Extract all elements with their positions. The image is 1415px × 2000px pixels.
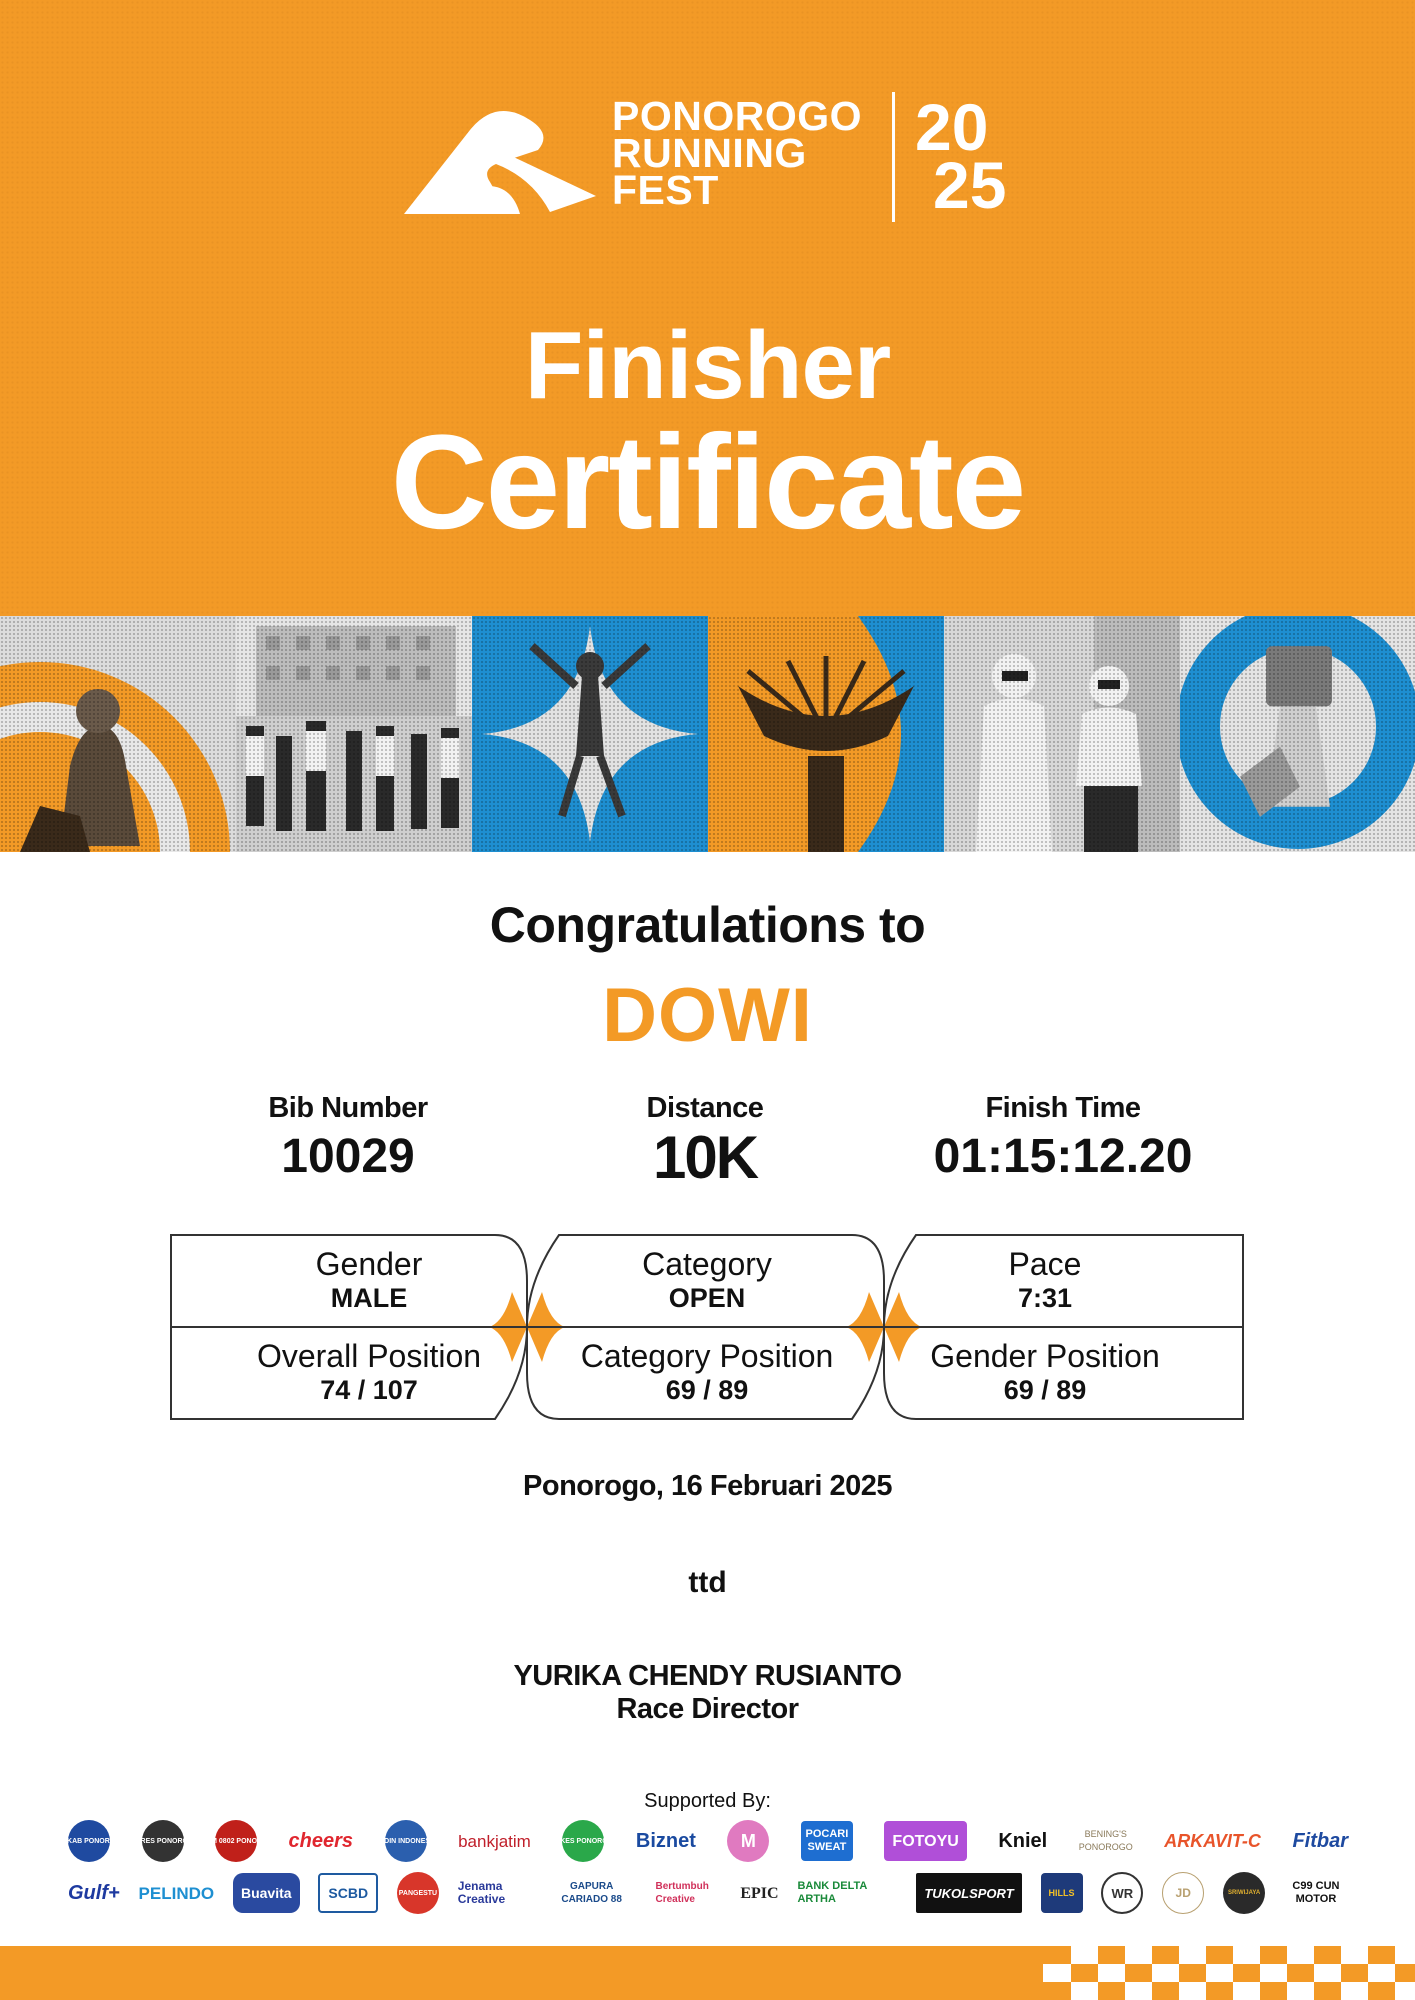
sponsor-logo: BANK DELTA ARTHA bbox=[797, 1880, 867, 1905]
gender-value: MALE bbox=[330, 1283, 408, 1313]
result-category-position bbox=[557, 1338, 857, 1406]
result-category bbox=[557, 1246, 857, 1314]
director-role: Race Director bbox=[616, 1693, 799, 1725]
sponsor-row-2 bbox=[68, 1870, 1348, 1916]
sponsor-logo: BENING'S PONOROGO bbox=[1078, 1829, 1133, 1852]
finish-time-value: 01:15:12.20 bbox=[933, 1130, 1193, 1183]
sponsor-logo: JD bbox=[1162, 1872, 1204, 1914]
sponsor-logo: Biznet bbox=[635, 1829, 696, 1852]
results-grid bbox=[170, 1234, 1244, 1420]
logo-wordmark bbox=[612, 93, 863, 213]
sponsor-logo: bankjatim bbox=[458, 1831, 531, 1851]
sponsor-logo: Fitbar bbox=[1292, 1829, 1348, 1852]
sponsor-logo: ARKAVIT-C bbox=[1164, 1830, 1261, 1851]
sponsor-logo: M bbox=[727, 1820, 769, 1862]
category-position-label: Category Position bbox=[580, 1338, 834, 1374]
category-position-value: 69 / 89 bbox=[665, 1375, 749, 1405]
sponsor-logo: SRIWIJAYA bbox=[1223, 1872, 1265, 1914]
category-value: OPEN bbox=[668, 1283, 746, 1313]
sponsor-logo: KODIM 0802 PONOROGO bbox=[215, 1820, 257, 1862]
ponorogo-logo-icon bbox=[400, 100, 600, 218]
sponsor-logo: FOTOYU bbox=[884, 1821, 966, 1861]
checker-pattern bbox=[1043, 1946, 1415, 2000]
logo-year-bottom: 25 bbox=[933, 148, 1007, 222]
sponsor-logo: C99 CUN MOTOR bbox=[1292, 1880, 1340, 1905]
stat-distance bbox=[515, 1092, 895, 1191]
photo-panel-statue bbox=[0, 616, 236, 852]
stat-finish-time bbox=[873, 1092, 1253, 1184]
result-gender-position bbox=[895, 1338, 1195, 1406]
photo-panel-hand bbox=[1180, 616, 1415, 852]
place-date: Ponorogo, 16 Februari 2025 bbox=[523, 1470, 892, 1502]
supported-by-heading: Supported By: bbox=[644, 1790, 771, 1812]
title-finisher: Finisher bbox=[524, 312, 891, 419]
sponsor-logo: EPIC bbox=[740, 1884, 779, 1902]
sponsor-logo: GAPURA CARIADO 88 bbox=[561, 1881, 622, 1905]
photo-panel-women bbox=[944, 616, 1180, 852]
sponsor-logo: Jenama Creative bbox=[457, 1879, 506, 1906]
logo-year bbox=[915, 90, 1025, 222]
photo-panel-dancer bbox=[472, 616, 708, 852]
sponsor-logo: PEMKAB PONOROGO bbox=[68, 1820, 110, 1862]
logo-line-2: RUNNING bbox=[612, 130, 807, 176]
logo-line-1: PONOROGO bbox=[612, 93, 863, 139]
title-certificate: Certificate bbox=[390, 408, 1025, 557]
sponsor-logo: POLRES PONOROGO bbox=[142, 1820, 184, 1862]
director-name: YURIKA CHENDY RUSIANTO bbox=[513, 1660, 902, 1692]
sponsor-logo: TUKOLSPORT bbox=[916, 1873, 1021, 1913]
category-label: Category bbox=[642, 1246, 772, 1282]
photo-panel-runners bbox=[236, 616, 472, 852]
distance-label: Distance bbox=[646, 1092, 764, 1124]
certificate-header bbox=[0, 0, 1415, 616]
distance-value: 10K bbox=[652, 1124, 758, 1191]
event-logo bbox=[0, 92, 1415, 232]
pace-value: 7:31 bbox=[1017, 1283, 1073, 1313]
signature-mark: ttd bbox=[688, 1566, 727, 1599]
gender-position-label: Gender Position bbox=[930, 1338, 1160, 1374]
photo-panel-monument bbox=[708, 616, 944, 852]
stat-bib-number bbox=[158, 1092, 538, 1184]
sponsor-logo: DINKES PONOROGO bbox=[562, 1820, 604, 1862]
result-pace bbox=[895, 1246, 1195, 1314]
recipient-name: DOWI bbox=[602, 973, 813, 1058]
result-gender bbox=[219, 1246, 519, 1314]
logo-line-3: FEST bbox=[612, 167, 719, 213]
sponsor-logo: WR bbox=[1101, 1872, 1143, 1914]
sponsor-logo: POCARI SWEAT bbox=[801, 1821, 853, 1861]
sponsor-logo: Kniel bbox=[998, 1829, 1048, 1852]
bib-number-value: 10029 bbox=[281, 1130, 415, 1183]
finish-time-label: Finish Time bbox=[985, 1092, 1141, 1124]
photo-strip bbox=[0, 616, 1415, 852]
gender-position-value: 69 / 89 bbox=[1003, 1375, 1087, 1405]
sponsor-logo: PANGESTU bbox=[397, 1872, 439, 1914]
sponsor-logo: Gulf+ bbox=[68, 1881, 120, 1904]
bib-number-label: Bib Number bbox=[268, 1092, 428, 1124]
congratulations-heading: Congratulations to bbox=[489, 897, 926, 953]
gender-label: Gender bbox=[315, 1246, 423, 1282]
result-overall-position bbox=[219, 1338, 519, 1406]
sponsor-row-1 bbox=[51, 1818, 1348, 1864]
sponsor-logo: Bertumbuh Creative bbox=[655, 1881, 709, 1905]
sponsor-logo: Buavita bbox=[233, 1873, 300, 1913]
sponsor-logo: KADIN INDONESIA bbox=[385, 1820, 427, 1862]
sponsor-logo: PELINDO bbox=[138, 1883, 215, 1903]
logo-year-top: 20 bbox=[915, 90, 989, 164]
sponsor-logo: SCBD bbox=[318, 1873, 378, 1913]
overall-position-value: 74 / 107 bbox=[320, 1375, 418, 1405]
overall-position-label: Overall Position bbox=[256, 1338, 482, 1374]
sponsor-logo: cheers bbox=[288, 1829, 354, 1852]
sponsor-logo: HILLS bbox=[1041, 1873, 1083, 1913]
logo-divider bbox=[892, 92, 895, 222]
pace-label: Pace bbox=[1008, 1246, 1082, 1282]
